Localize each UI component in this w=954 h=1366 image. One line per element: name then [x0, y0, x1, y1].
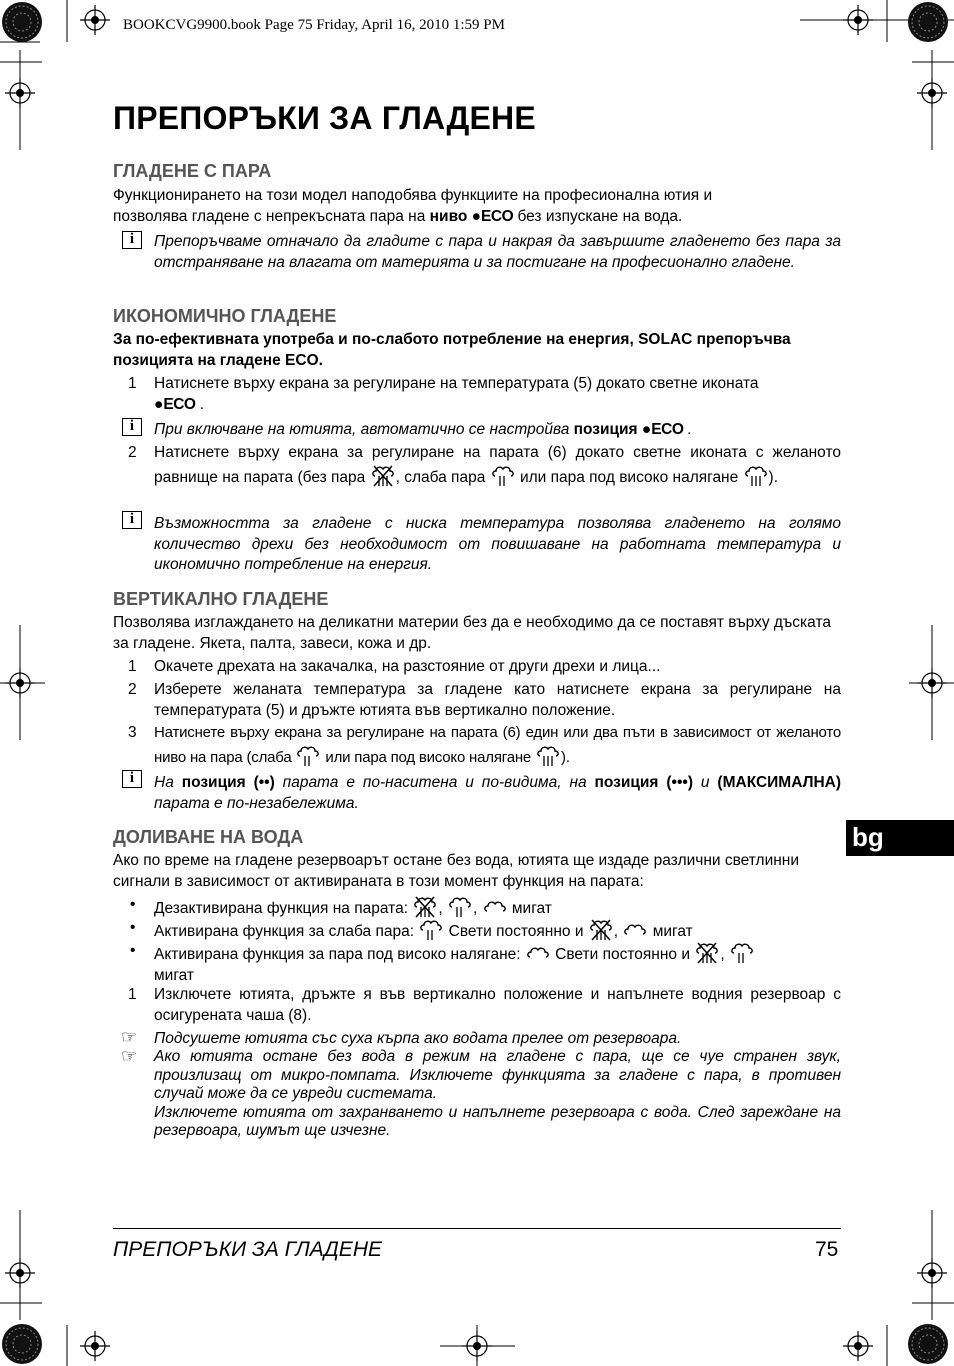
no-steam-icon: [370, 464, 396, 488]
language-tab: bg: [846, 820, 954, 856]
info-icon: i: [122, 231, 142, 249]
high-steam-icon: [743, 464, 769, 488]
steam-off-icon: [482, 895, 508, 919]
low-steam-icon: [447, 895, 473, 919]
step-number: 1: [128, 986, 137, 1003]
page-title: ПРЕПОРЪКИ ЗА ГЛАДЕНЕ: [113, 100, 536, 136]
step-number: 1: [128, 658, 137, 675]
steam-off-icon: [622, 918, 648, 942]
paragraph: Функционирането на този модел наподобява функциите на професионална ютия и позволява гладене с непрекъсната пара на ниво ●ECO без изпускане на вода.: [113, 187, 713, 225]
bullet: •: [130, 942, 136, 959]
step-item: Натиснете върху екрана за регулиране на парата (6) един или два пъти в зависимост от желаното ниво на пара (слаба или пара под високо налягане ).: [154, 724, 841, 766]
paragraph: Ако по време на гладене резервоарът остане без вода, ютията ще издаде различни светлинни сигнали в зависимост от активираната в този момент функция на парата:: [113, 852, 800, 890]
paragraph-bold: За по-ефективната употреба и по-слабото потребление на енергия, SOLAC препоръчва позицията на гладене ECO.: [113, 331, 791, 369]
eco-dot-icon: ●: [154, 395, 164, 413]
pointing-hand-icon: ☞: [121, 1027, 138, 1047]
low-steam-icon: [295, 744, 321, 768]
no-steam-icon: [694, 941, 720, 965]
tip: Подсушете ютията със суха кърпа ако водата прелее от резервоара.: [154, 1030, 682, 1047]
info-icon: i: [122, 511, 142, 529]
note: При включване на ютията, автоматично се настройва позиция ●ECO .: [154, 421, 693, 438]
step-number: 3: [128, 724, 137, 741]
step-item: Изключете ютията, дръжте я във вертикално положение и напълнете водния резервоар с осигурената чаша (8).: [154, 986, 841, 1024]
low-steam-icon: [418, 918, 444, 942]
list-item: Активирана функция за пара под високо налягане: Свети постоянно и , мигат: [154, 941, 841, 986]
note: Възможността за гладене с ниска температура позволява гладенето на голямо количество дрехи без необходимост от повишаване на работната температура и икономично потребление на енергия.: [154, 515, 841, 573]
low-steam-icon: [729, 941, 755, 965]
pointing-hand-icon: ☞: [121, 1046, 138, 1066]
section-heading-vertical-ironing: ВЕРТИКАЛНО ГЛАДЕНЕ: [113, 589, 329, 609]
list-item: Дезактивирана функция на парата: , , мигат: [154, 895, 841, 920]
bullet: •: [130, 896, 136, 913]
step-item: Натиснете върху екрана за регулиране на парата (6) докато светне иконата с желаното равнище на парата (без пара , слаба пара или пара под високо налягане ).: [154, 444, 841, 486]
step-number: 1: [128, 375, 137, 392]
section-heading-eco-ironing: ИКОНОМИЧНО ГЛАДЕНЕ: [113, 306, 337, 326]
eco-dot-icon: ●: [641, 421, 652, 438]
high-steam-icon: [535, 744, 561, 768]
section-heading-steam-ironing: ГЛАДЕНЕ С ПАРА: [113, 161, 272, 181]
footer-title: ПРЕПОРЪКИ ЗА ГЛАДЕНЕ: [113, 1238, 382, 1261]
step-item: Натиснете върху екрана за регулиране на температурата (5) докато светне иконата ●ECO .: [154, 375, 759, 413]
note: На позиция (••) парата е по-наситена и по-видима, на позиция (•••) и (МАКСИМАЛНА) парата е по-незабележима.: [154, 774, 841, 812]
info-icon: i: [122, 418, 142, 436]
tip: Ако ютията остане без вода в режим на гладене с пара, ще се чуе странен звук, произлизащ от микро-помпата. Изключете функцията за гладене с пара, в противен случай може да се увреди системата. Изключете ютията от захранването и напълнете резервоара с вода. След зареждане на резервоара, шумът ще изчезне.: [154, 1048, 841, 1139]
note: Препоръчваме отначало да гладите с пара и накрая да завършите гладенето без пара за отстраняване на влагата от материята и за постигане на професионално гладене.: [154, 233, 841, 271]
paragraph: Позволява изглаждането на деликатни материи без да е необходимо да се поставят върху дъската за гладене. Якета, палта, завеси, кожа и др.: [113, 614, 832, 652]
step-item: Окачете дрехата на закачалка, на разстояние от други дрехи и лица...: [154, 658, 661, 675]
print-header: BOOKCVG9900.book Page 75 Friday, April 16, 2010 1:59 PM: [123, 17, 505, 33]
no-steam-icon: [588, 918, 614, 942]
step-number: 2: [128, 444, 137, 461]
page-number: 75: [815, 1238, 839, 1261]
low-steam-icon: [490, 464, 516, 488]
info-icon: i: [122, 770, 142, 788]
no-steam-icon: [412, 895, 438, 919]
step-item: Изберете желаната температура за гладене като натиснете екрана за регулиране на температурата (5) и дръжте ютията във вертикално положение.: [154, 681, 841, 719]
footer-divider: [113, 1228, 841, 1229]
section-heading-refill-water: ДОЛИВАНЕ НА ВОДА: [113, 827, 304, 847]
bullet: •: [130, 919, 136, 936]
list-item: Активирана функция за слаба пара: Свети постоянно и , мигат: [154, 918, 841, 943]
eco-dot-icon: ●: [471, 207, 482, 225]
step-number: 2: [128, 681, 137, 698]
steam-off-icon: [525, 941, 551, 965]
